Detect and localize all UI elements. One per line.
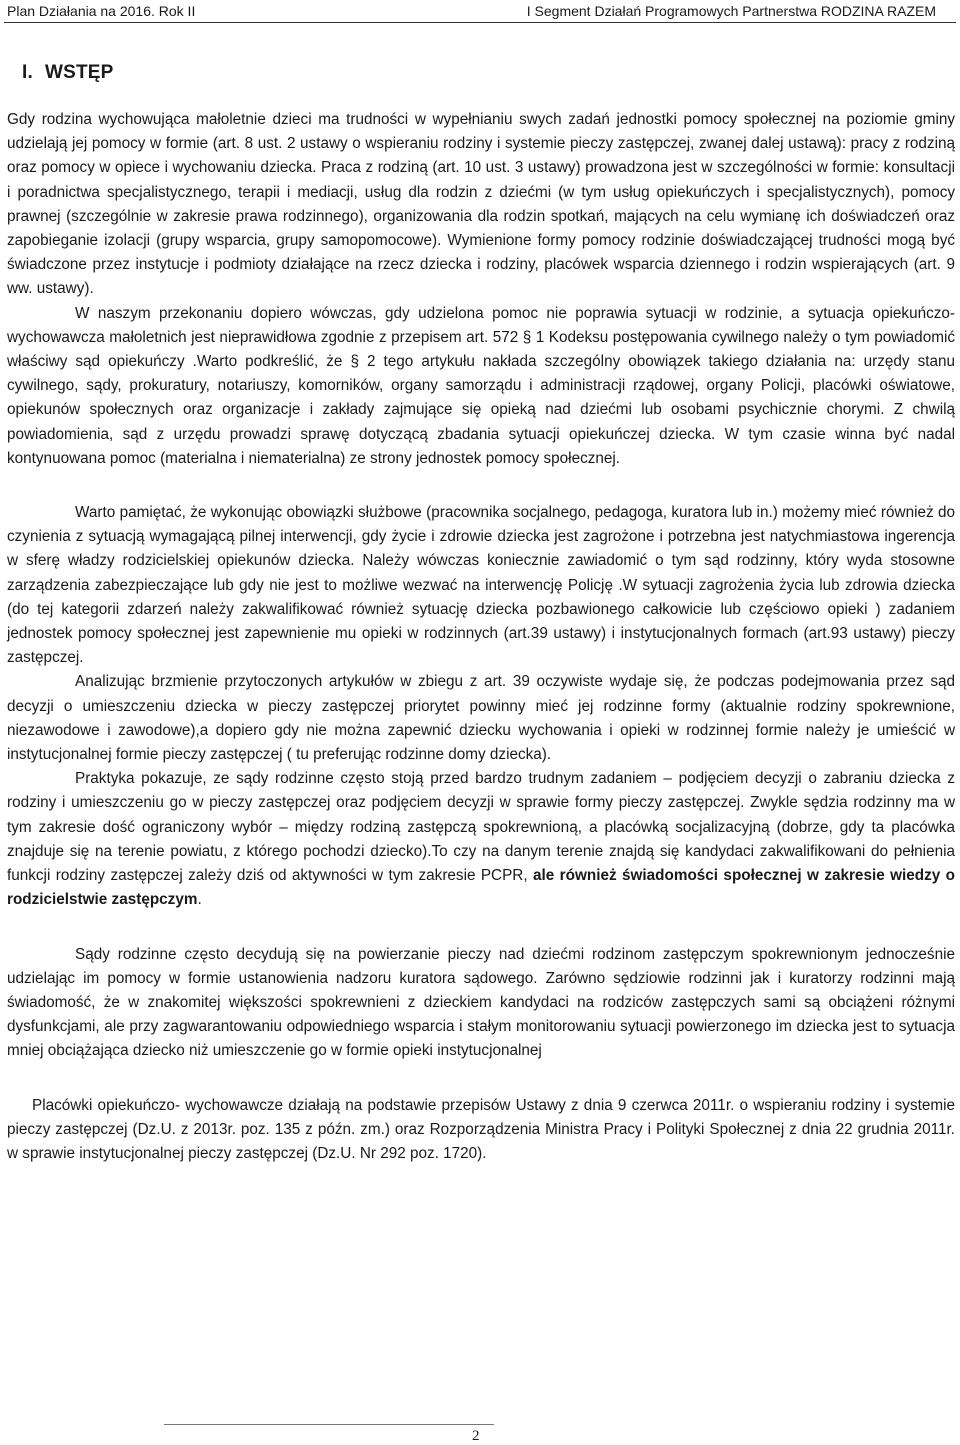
section-title: WSTĘP [44, 62, 114, 83]
section-heading [22, 62, 114, 84]
paragraph-3: Warto pamiętać, że wykonując obowiązki służbowe (pracownika socjalnego, pedagoga, kuratora lub in.) możemy mieć również do czynienia z sytuacją wymagającą pilnej interwencji, gdy życie i zdrowie dziecka jest zagrożone i potrzebna jest natychmiastowa ingerencja w sferę władzy rodzicielskiej opiekunów dziecka. Należy wówczas koniecznie zawiadomić o tym sąd rodzinny, który wyda stosowne zarządzenia zabezpieczające lub gdy nie jest to możliwe wezwać na interwencję Policję .W sytuacji zagrożenia życia lub zdrowia dziecka (do tej kategorii zdarzeń należy zakwalifikować również sytuację dziecka pozbawionego całkowicie lub częściowo opieki ) zadaniem jednostek pomocy społecznej jest zapewnienie mu opieki w rodzinnych (art.39 ustawy) i instytucjonalnych formach (art.93 ustawy) pieczy zastępczej. [7, 504, 955, 667]
section-number: I. [22, 62, 33, 83]
paragraph-5 [7, 767, 955, 912]
paragraph-5-end: . [197, 891, 202, 909]
header-rule [4, 22, 956, 23]
paragraph-4: Analizując brzmienie przytoczonych artykułów w zbiegu z art. 39 oczywiste wydaje się, że podczas podejmowania przez sąd decyzji o umieszczeniu dziecka w pieczy zastępczej priorytet powinny mieć jej rodzinne formy (aktualnie rodziny spokrewnione, niezawodowe i zawodowe),a dopiero gdy nie można zapewnić dziecku wychowania i opieki w rodzinnej formie należy je umieścić w instytucjonalnej formie pieczy zastępczej ( tu preferując rodzinne domy dziecka). [7, 673, 955, 764]
page-number: 2 [472, 1428, 480, 1444]
header-left-title: Plan Działania na 2016. Rok II [7, 3, 196, 19]
header-right-title: I Segment Działań Programowych Partnerstwa RODZINA RAZEM [526, 3, 936, 19]
paragraph-6: Sądy rodzinne często decydują się na powierzanie pieczy nad dziećmi rodzinom zastępczym spokrewnionym jednocześnie udzielając im pomocy w formie ustanowienia nadzoru kuratora sądowego. Zarówno sędziowie rodzinni jak i kuratorzy rodzinni mają świadomość, że w znakomitej większości spokrewnieni z dzieckiem kandydaci na rodziców zastępczych sami są obciążeni różnymi dysfunkcjami, ale przy zagwarantowaniu odpowiedniego wsparcia i stałym monitorowaniu sytuacji powierzonego im dziecka jest to sytuacja mniej obciążająca dziecko niż umieszczenie go w formie opieki instytucjonalnej [7, 945, 955, 1060]
paragraph-7: Placówki opiekuńczo- wychowawcze działają na podstawie przepisów Ustawy z dnia 9 czerwca 2011r. o wspieraniu rodziny i systemie pieczy zastępczej (Dz.U. z 2013r. poz. 135 z późn. zm.) oraz Rozporządzenia Ministra Pracy i Polityki Społecznej z dnia 22 grudnia 2011r. w sprawie instytucjonalnej pieczy zastępczej (Dz.U. Nr 292 poz. 1720). [7, 1096, 955, 1162]
paragraph-2: W naszym przekonaniu dopiero wówczas, gdy udzielona pomoc nie poprawia sytuacji w rodzinie, a sytuacja opiekuńczo-wychowawcza małoletnich jest nieprawidłowa zgodnie z przepisem art. 572 § 1 Kodeksu postępowania cywilnego należy o tym powiadomić właściwy sąd opiekuńczy .Warto podkreślić, że § 2 tego artykułu nakłada szczególny obowiązek takiego działania na: urzędy stanu cywilnego, sądy, prokuratury, notariuszy, komorników, organy samorządu i administracji rządowej, organy Policji, placówki oświatowe, opiekunów społecznych oraz organizacje i zakłady zajmujące się opieką nad dziećmi lub osobami psychicznie chorymi. Z chwilą powiadomienia, sąd z urzędu prowadzi sprawę dotyczącą zbadania sytuacji opiekuńczej dziecka. W tym czasie winna być nadal kontynuowana pomoc (materialna i niematerialna) ze strony jednostek pomocy społecznej. [7, 304, 955, 467]
paragraph-1: Gdy rodzina wychowująca małoletnie dzieci ma trudności w wypełnianiu swych zadań jednostki pomocy społecznej na poziomie gminy udzielają jej pomocy w formie (art. 8 ust. 2 ustawy o wspieraniu rodziny i systemie pieczy zastępczej, zwanej dalej ustawą): pracy z rodziną oraz pomocy w opiece i wychowaniu dziecka. Praca z rodziną (art. 10 ust. 3 ustawy) prowadzona jest w szczególności w formie: konsultacji i poradnictwa specjalistycznego, terapii i mediacji, usług dla rodzin z dziećmi (w tym usług opiekuńczych i specjalistycznych), pomocy prawnej (szczególnie w zakresie prawa rodzinnego), organizowania dla rodzin spotkań, mających na celu wymianę ich doświadczeń oraz zapobieganie izolacji (grupy wsparcia, grupy samopomocowe). Wymienione formy pomocy rodzinie doświadczającej trudności mogą być świadczone przez instytucje i podmioty działające na rzecz dziecka i rodziny, placówek wsparcia dziennego i rodzin wspierających (art. 9 ww. ustawy). [7, 111, 955, 298]
paragraph-5-bold: ale również świadomości społecznej w zakresie wiedzy o rodzicielstwie zastępczym [7, 867, 955, 909]
paragraph-5-text: Praktyka pokazuje, ze sądy rodzinne często stoją przed bardzo trudnym zadaniem – podjęciem decyzji o zabraniu dziecka z rodziny i umieszczeniu go w pieczy zastępczej oraz podjęciem decyzji w sprawie formy pieczy zastępczej. Zwykle sędzia rodzinny ma w tym zakresie dość ograniczony wybór – między rodziną zastępczą spokrewnioną, a placówką socjalizacyjną (dobrze, gdy ta placówka znajduje się na terenie powiatu, z którego pochodzi dziecko).To czy na danym terenie znajdą się kandydaci zakwalifikowani do pełnienia funkcji rodziny zastępczej zależy dziś od aktywności w tym zakresie PCPR, [7, 770, 955, 885]
footer-rule [164, 1424, 494, 1425]
document-body [7, 108, 955, 1166]
page-header [0, 0, 960, 24]
